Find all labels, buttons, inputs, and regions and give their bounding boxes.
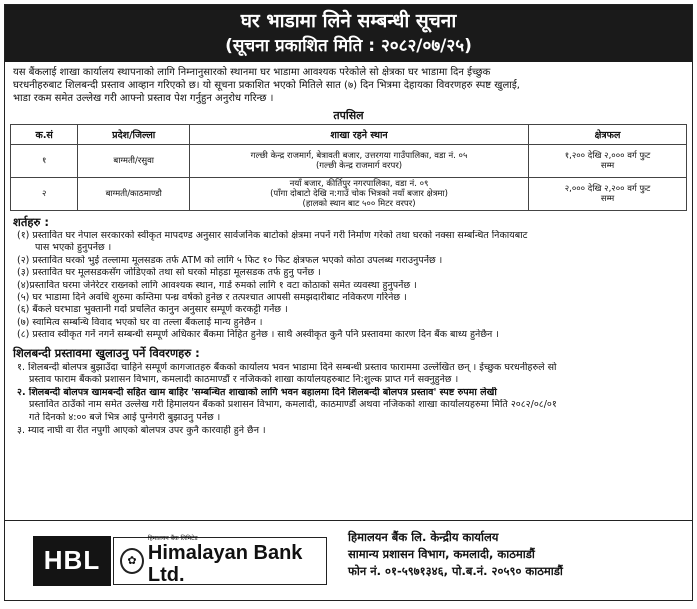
sealed-item: ३. म्याद नाघी वा रीत नपुगी आएको बोलपत्र उपर कुनै कारवाही हुने छैन । [17, 424, 266, 436]
table-row [11, 178, 687, 211]
condition-item: पास भएको हुनुपर्नेछ । [35, 242, 112, 254]
row-location [190, 178, 529, 211]
bank-logo [5, 521, 338, 600]
condition-item: (१) प्रस्तावित घर नेपाल सरकारको स्वीकृत मापदण्ड अनुसार सार्वजनिक बाटोको क्षेत्रमा नपर्ने गरी निर्माण गरेको तथा घरको नक्सा सम्बन्धित निकायबाट [17, 230, 528, 241]
address-line: सामान्य प्रशासन विभाग, कमलादी, काठमाडौं [348, 547, 535, 561]
sealed-item: २. शिलबन्दी बोलपत्र खामबन्दी सहित खाम बाहिर 'सम्बन्धित शाखाको लागि भवन बहालमा दिने शिलबन्दी बोलपत्र प्रस्ताव' स्पष्ट रुपमा लेखी [17, 386, 497, 398]
condition-item: (८) प्रस्ताव स्वीकृत गर्ने नगर्ने सम्बन्धी सम्पूर्ण अधिकार बैंकमा निहित हुनेछ । साथै अस्वीकृत कुनै पनि प्रस्तावमा कारण दिन बैंक बाध्य हुनेछैन । [17, 329, 499, 341]
location-line: गल्छी केन्द्र राजमार्ग, बेत्रावती बजार, उत्तरगया गाउँपालिका, वडा नं. ०५ [250, 151, 468, 161]
intro-line: भाडा रकम समेत उल्लेख गरी आफ्नो प्रस्ताव पेश गर्नुहुन अनुरोध गरिन्छ । [13, 93, 274, 104]
row-serial: १ [11, 145, 78, 178]
address-line: हिमालयन बैंक लि. केन्द्रीय कार्यालय [348, 530, 499, 544]
row-location [190, 145, 529, 178]
notice-date: (सूचना प्रकाशित मिति : २०८२/०७/२५) [225, 36, 472, 56]
table-header-row [11, 125, 687, 145]
table-row [11, 145, 687, 178]
notice-header [5, 5, 692, 62]
sealed-item: १. शिलबन्दी बोलपत्र बुझाउँदा चाहिने सम्पूर्ण कागजातहरु बैंकको कार्यालय भवन भाडामा दिने सम्बन्धी प्रस्ताव फाराममा उल्लेखित छन् । ईच्छुक घरधनीहरुले सो [17, 361, 557, 373]
sealed-item: गते दिनको ४:०० बजे भित्र आई पुग्नेगरी बुझाउनु पर्नेछ । [29, 412, 221, 424]
area-line: सम्म [600, 161, 615, 171]
intro-paragraph [5, 62, 692, 107]
notice-page [4, 4, 693, 601]
bank-name-english: Himalayan Bank Ltd. [147, 542, 303, 586]
col-area: क्षेत्रफल [529, 125, 687, 145]
bank-address [338, 521, 692, 600]
conditions-heading: शर्तहरु : [13, 215, 49, 229]
col-location: शाखा रहने स्थान [190, 125, 529, 145]
condition-item: (३) प्रस्तावित घर मूलसडकसँग जोडिएको तथा सो घरको मोहडा मूलसडक तर्फ हुनु पर्नेछ । [17, 267, 321, 279]
location-line: (हालको स्थान बाट ५०० मिटर वरपर) [302, 199, 416, 209]
condition-item: (६) बैंकले घरभाडा भुक्तानी गर्दा प्रचलित कानुन अनुसार सम्पूर्ण करकट्टी गर्नेछ । [17, 304, 288, 316]
intro-line: यस बैंकलाई शाखा कार्यालय स्थापनाको लागि निम्नानुसारको स्थानमा घर भाडामा आवश्यक परेकोले सो क्षेत्रका घर भाडामा दिन ईच्छुक [13, 67, 491, 78]
sealed-heading: शिलबन्दी प्रस्तावमा खुलाउनु पर्ने विवरणहरु : [13, 345, 200, 360]
row-serial: २ [11, 178, 78, 211]
col-serial: क.सं [11, 125, 78, 145]
condition-item: (४)प्रस्तावित घरमा जेनेरेटर राख्नको लागि आवश्यक स्थान, गार्ड रुमको लागि १ वटा कोठाको समेत व्यवस्था हुनुपर्नेछ । [17, 279, 417, 291]
location-line: (पाँगा दोबाटो देखि न:गाउँ चोक भित्रको नयाँ बजार क्षेत्रमा) [270, 189, 448, 199]
col-province: प्रदेश/जिल्ला [78, 125, 190, 145]
bank-name-nepali: हिमालयन बैंक लिमिटेड [147, 535, 198, 542]
hbl-logo: HBL [33, 536, 111, 586]
condition-item: (५) घर भाडामा दिने अवधि शुरुमा कम्तिमा पन्ध्र वर्षको हुनेछ र तत्पश्चात आपसी समझदारीबाट नविकरण गरिनेछ । [17, 292, 407, 304]
intro-line: घरधनीहरुबाट शिलबन्दी प्रस्ताव आव्हान गरिएको छ। यो सूचना प्रकाशित भएको मितिले सात (७) दिन भित्रमा देहायका विवरणहरु स्पष्ट खुलाई, [13, 80, 520, 91]
area-line: २,००० देखि २,२०० वर्ग फुट [564, 184, 651, 194]
condition-item: (२) प्रस्तावित घरको भुई तल्लामा मूलसडक तर्फ ATM को लागि ५ फिट १० फिट क्षेत्रफल भएको कोठा उपलब्ध गराउनुपर्नेछ । [17, 254, 443, 266]
row-area [529, 178, 687, 211]
address-line: फोन नं. ०१-५९७१३४६, पो.ब.नं. २०५९० काठमाडौं [348, 564, 563, 578]
row-area [529, 145, 687, 178]
sealed-item: प्रस्तावित ठाउँको नाम समेत उल्लेख गरी हिमालयन बैंकको प्रशासन विभाग, कमलादी, काठमाण्डौं अथवा नजिकको शाखा कार्यालयहरुमा मिति २०८२/०८/०१ [29, 399, 557, 411]
condition-item: (७) स्वामित्व सम्बन्धि विवाद भएको घर वा तल्ला बैंकलाई मान्य हुनेछैन । [17, 316, 263, 328]
bank-emblem-icon: ✿ [120, 548, 144, 574]
area-line: १,२०० देखि २,००० वर्ग फुट [564, 151, 651, 161]
footer [5, 520, 692, 600]
area-line: सम्म [600, 194, 615, 204]
location-line: (गल्छी केन्द्र राजमार्ग वरपर) [315, 161, 403, 171]
schedule-title: तपसिल [333, 109, 364, 122]
conditions-list [5, 230, 692, 342]
schedule-table [10, 124, 687, 211]
row-province: बाग्मती/काठमाण्डौ [78, 178, 190, 211]
row-province: बाग्मती/रसुवा [78, 145, 190, 178]
sealed-list [5, 361, 692, 438]
sealed-item: प्रस्ताव फाराम बैंकको प्रशासन विभाग, कमलादी काठमाण्डौं र नजिकको शाखा कार्यालयहरुबाट नि:शुल्क प्राप्त गर्न सक्नुहुनेछ । [29, 374, 459, 386]
notice-title: घर भाडामा लिने सम्बन्धी सूचना [240, 10, 457, 32]
location-line: नयाँ बजार, कीर्तिपुर नगरपालिका, वडा नं. ०९ [289, 179, 429, 189]
bank-name-box [113, 537, 327, 585]
